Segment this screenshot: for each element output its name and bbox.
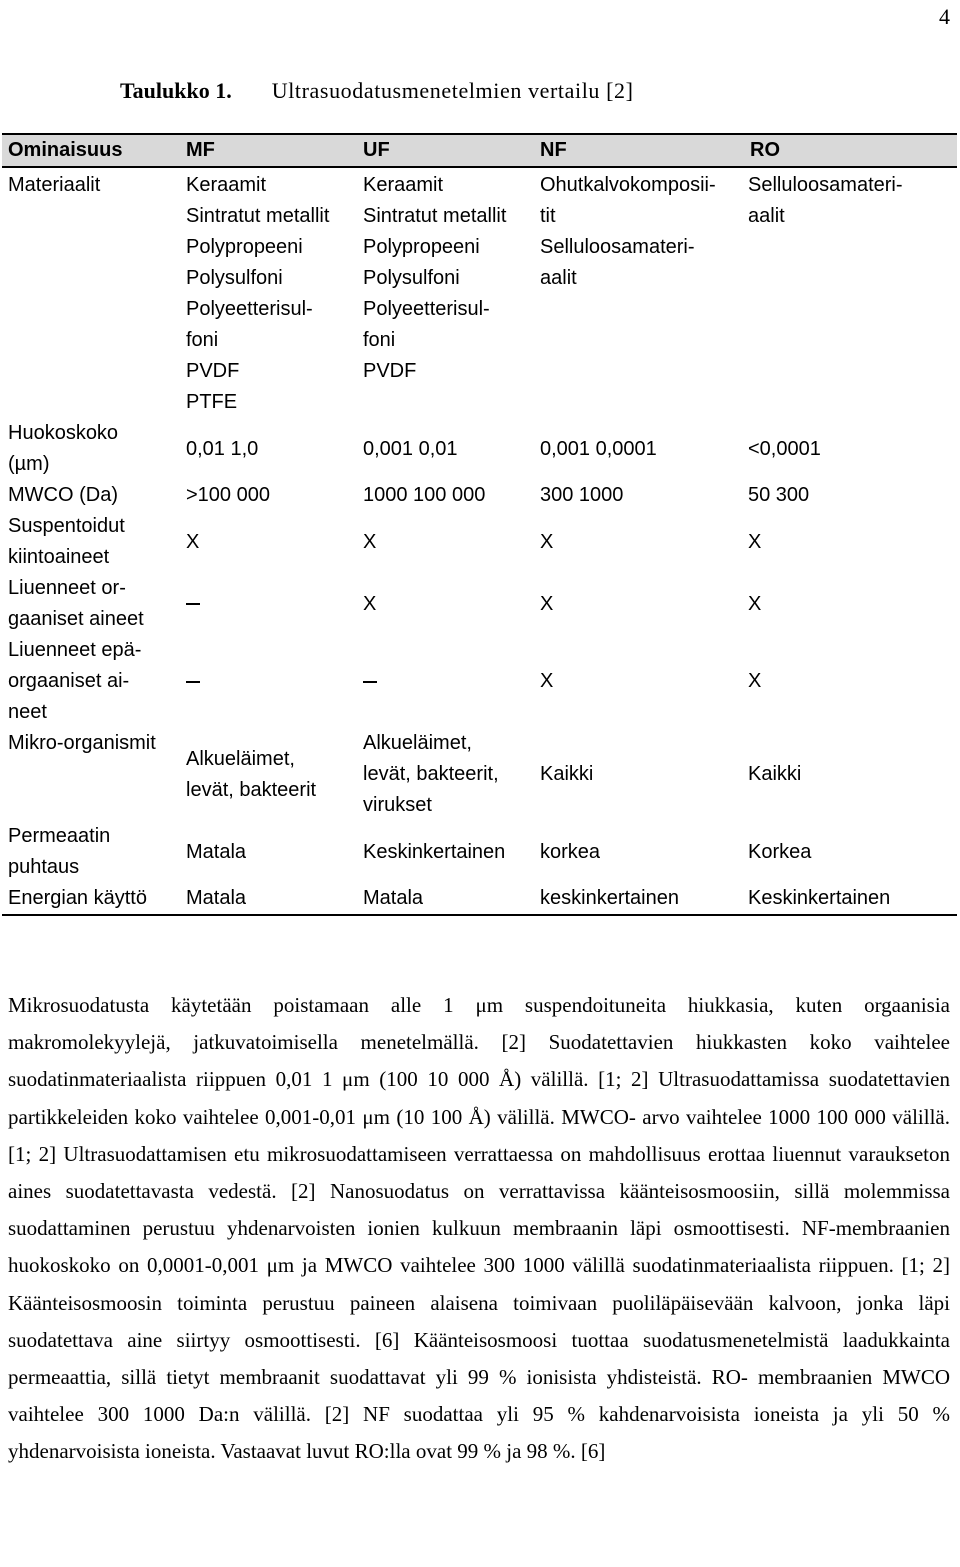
row-label-line: Suspentoidut — [8, 515, 125, 537]
cell-line: PVDF — [363, 360, 417, 382]
cell-line: X — [748, 530, 762, 553]
cell-ro — [744, 167, 957, 418]
cell-nf — [534, 728, 744, 821]
cell-uf — [357, 167, 534, 418]
caption-label: Taulukko 1. — [120, 78, 232, 103]
cell-nf — [534, 167, 744, 418]
cell-line: Keraamit — [363, 174, 444, 196]
cell-ro — [744, 418, 957, 480]
row-label-line: kiintoaineet — [8, 546, 110, 568]
table-row — [2, 511, 957, 573]
cell-uf — [357, 480, 534, 511]
row-label-line: Liuenneet epä- — [8, 639, 142, 661]
cell-line: tit — [540, 205, 556, 227]
cell-ro — [744, 635, 957, 728]
row-label — [2, 728, 180, 821]
cell-ro — [744, 821, 957, 883]
cell-ro — [744, 480, 957, 511]
body-paragraph: Mikrosuodatusta käytetään poistamaan alle 1 μm suspendoituneita hiukkasia, kuten orgaanisia makromolekyylejä, jatkuvatoimisella menetelmällä. [2] Suodatettavien hiukkasten koko vaihtelee suodatinmateriaalista riippuen 0,01 1 μm (100 10 000 Å) välillä. [1; 2] Ultrasuodattamissa suodatettavien partikkeleiden koko vaihtelee 0,001-0,01 μm (10 100 Å) välillä. MWCO- arvo vaihtelee 1000 100 000 välillä. [1; 2] Ultrasuodattamisen etu mikrosuodattamiseen verrattaessa on mahdollisuus erottaa liuennut varaukseton aines suodatettavasta vedestä. [2] Nanosuodatus on verrattavissa käänteisosmoosiin, sillä molemmissa suodattaminen perustuu yhdenarvoisten ionien kulkuun membraanin läpi osmoottisesti. NF-membraanien huokoskoko on 0,0001-0,001 μm ja MWCO vaihtelee 300 1000 välillä suodatinmateriaalista riippuen. [1; 2] Käänteisosmoosin toiminta perustuu paineen alaisena toimivaan puoliläpäisevään kalvoon, jonka läpi suodatettava aine siirtyy osmoottisesti. [6] Käänteisosmoosi tuottaa suodatusmenetelmistä laadukkainta permeaattia, sillä tietyt membraanit suodattavat yli 99 % ionisista yhdisteistä. RO- membraanien MWCO vaihtelee 300 1000 Da:n välillä. [2] NF suodattaa yli 95 % kahdenarvoisista ioneista ja yli 50 % yhdenarvoisista ioneista. Vastaavat luvut RO:lla ovat 99 % ja 98 %. [6] — [8, 993, 950, 1464]
table-row — [2, 418, 957, 480]
table-row — [2, 480, 957, 511]
header-uf: UF — [357, 134, 534, 167]
cell-line: X — [540, 670, 554, 692]
cell-line: korkea — [540, 840, 601, 863]
cell-line: Kaikki — [748, 763, 802, 785]
row-label-line: Permeaatin — [8, 825, 111, 847]
cell-nf — [534, 418, 744, 480]
cell-uf — [357, 728, 534, 821]
cell-line: keskinkertainen — [540, 887, 679, 909]
row-label-line: orgaaniset ai- — [8, 670, 130, 692]
cell-line: 300 1000 — [540, 484, 624, 506]
cell-line: >100 000 — [186, 484, 270, 506]
cell-line: <0,0001 — [748, 437, 821, 460]
cell-line: Polysulfoni — [186, 267, 283, 289]
cell-mf — [180, 480, 357, 511]
cell-line: X — [186, 530, 200, 553]
row-label — [2, 480, 180, 511]
cell-line: aalit — [540, 267, 577, 289]
cell-line: 50 300 — [748, 484, 810, 506]
cell-mf — [180, 883, 357, 915]
cell-mf — [180, 821, 357, 883]
cell-line: Alkueläimet, — [363, 732, 472, 754]
cell-line: Alkueläimet, — [186, 747, 295, 770]
cell-line: X — [748, 592, 762, 615]
cell-line: Keskinkertainen — [363, 840, 506, 863]
cell-line: X — [748, 670, 762, 692]
comparison-table — [2, 133, 957, 916]
cell-uf — [357, 573, 534, 635]
table-caption — [120, 78, 634, 104]
cell-line — [186, 666, 351, 697]
row-label-line: Energian käyttö — [8, 887, 147, 909]
row-label-line: Liuenneet or- — [8, 577, 126, 599]
table-row — [2, 635, 957, 728]
cell-line: 0,001 0,0001 — [540, 437, 657, 460]
cell-line: PTFE — [186, 391, 238, 413]
table-body — [2, 167, 957, 915]
cell-line: 1000 100 000 — [363, 484, 486, 506]
cell-nf — [534, 821, 744, 883]
cell-mf — [180, 167, 357, 418]
cell-line — [363, 666, 528, 697]
cell-uf — [357, 821, 534, 883]
cell-nf — [534, 511, 744, 573]
dash-mark — [186, 681, 200, 683]
row-label — [2, 821, 180, 883]
row-label-line: MWCO (Da) — [8, 484, 118, 506]
row-label — [2, 635, 180, 728]
cell-uf — [357, 511, 534, 573]
cell-mf — [180, 728, 357, 821]
dash-mark — [186, 603, 200, 605]
row-label — [2, 167, 180, 418]
header-mf: MF — [180, 134, 357, 167]
cell-line: PVDF — [186, 360, 240, 382]
cell-uf — [357, 635, 534, 728]
cell-mf — [180, 573, 357, 635]
cell-line — [186, 589, 351, 620]
table-row — [2, 821, 957, 883]
cell-uf — [357, 418, 534, 480]
header-property: Ominaisuus — [2, 134, 180, 167]
cell-line: Matala — [363, 887, 424, 909]
cell-line: Polypropeeni — [186, 236, 303, 258]
cell-line: Keskinkertainen — [748, 887, 891, 909]
table-row — [2, 573, 957, 635]
cell-line: Sintratut metallit — [363, 205, 507, 227]
row-label — [2, 511, 180, 573]
cell-line: Polysulfoni — [363, 267, 460, 289]
cell-line: Korkea — [748, 840, 812, 863]
cell-nf — [534, 635, 744, 728]
cell-line: 0,01 1,0 — [186, 437, 259, 460]
cell-line: Keraamit — [186, 174, 267, 196]
cell-line: 0,001 0,01 — [363, 437, 458, 460]
row-label-line: neet — [8, 701, 47, 723]
table-row — [2, 167, 957, 418]
cell-line: foni — [186, 329, 219, 351]
cell-line: Selluloosamateri- — [540, 236, 695, 258]
cell-nf — [534, 573, 744, 635]
cell-line: Polyeetterisul- — [363, 298, 490, 320]
cell-mf — [180, 635, 357, 728]
cell-line: virukset — [363, 794, 432, 816]
cell-line: X — [540, 592, 554, 615]
row-label-line: puhtaus — [8, 856, 80, 878]
row-label-line: Mikro-organismit — [8, 732, 156, 754]
cell-ro — [744, 511, 957, 573]
cell-mf — [180, 418, 357, 480]
dash-mark — [363, 681, 377, 683]
cell-line: Selluloosamateri- — [748, 174, 903, 196]
cell-line: aalit — [748, 205, 785, 227]
cell-nf — [534, 480, 744, 511]
row-label — [2, 418, 180, 480]
row-label-line: Huokoskoko — [8, 422, 119, 444]
row-label — [2, 573, 180, 635]
cell-ro — [744, 883, 957, 915]
cell-line: levät, bakteerit, — [363, 763, 499, 785]
row-label-line: gaaniset aineet — [8, 608, 144, 630]
cell-line: X — [540, 530, 554, 553]
cell-mf — [180, 511, 357, 573]
cell-line: X — [363, 592, 377, 615]
cell-line: Polypropeeni — [363, 236, 480, 258]
cell-line: foni — [363, 329, 396, 351]
row-label-line: (µm) — [8, 453, 50, 475]
caption-title: Ultrasuodatusmenetelmien vertailu [2] — [271, 78, 634, 103]
cell-line: Matala — [186, 887, 247, 909]
cell-ro — [744, 573, 957, 635]
header-nf: NF — [534, 134, 744, 167]
row-label-line: Materiaalit — [8, 174, 101, 196]
cell-line: Kaikki — [540, 763, 594, 785]
table-row — [2, 728, 957, 821]
row-label — [2, 883, 180, 915]
cell-line: X — [363, 530, 377, 553]
cell-line: Sintratut metallit — [186, 205, 330, 227]
cell-line: Ohutkalvokomposii- — [540, 174, 716, 196]
cell-ro — [744, 728, 957, 821]
page-number: 4 — [939, 4, 950, 29]
table-row — [2, 883, 957, 915]
header-ro: RO — [744, 134, 957, 167]
cell-line: Polyeetterisul- — [186, 298, 313, 320]
cell-nf — [534, 883, 744, 915]
cell-line: levät, bakteerit — [186, 778, 317, 801]
table-header-row — [2, 134, 957, 167]
cell-uf — [357, 883, 534, 915]
cell-line: Matala — [186, 840, 247, 863]
